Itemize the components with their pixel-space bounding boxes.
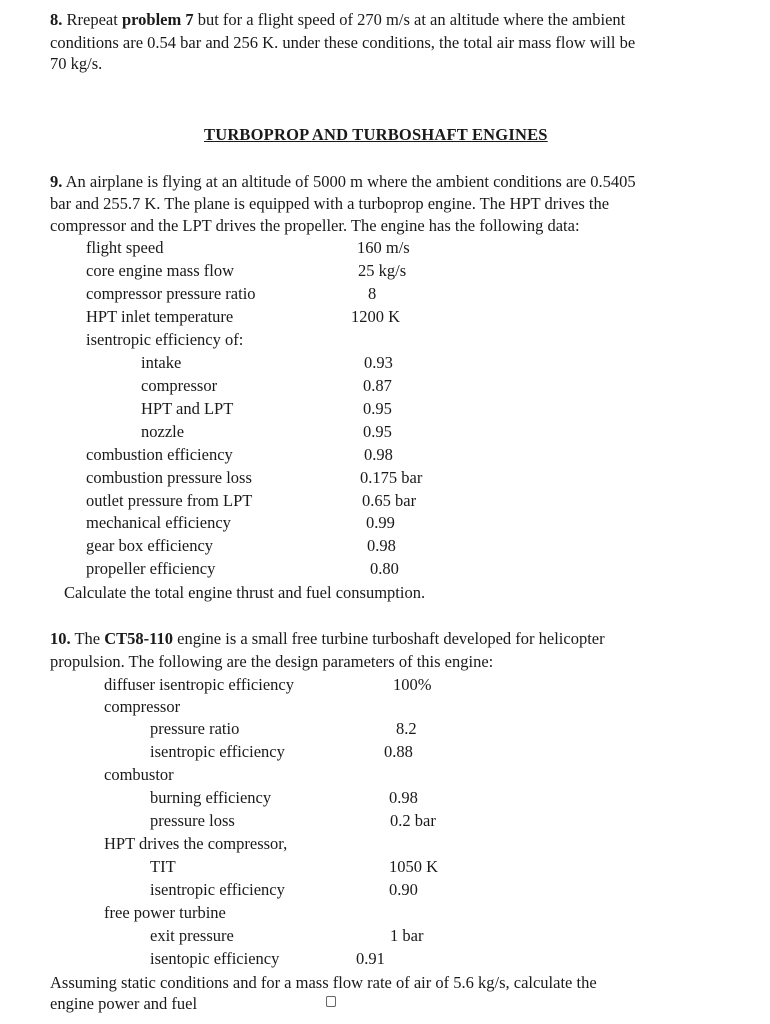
p10-row-label: combustor xyxy=(104,765,174,784)
p10-row-label: isentopic efficiency xyxy=(150,949,280,968)
p9-line-2: bar and 255.7 K. The plane is equipped with a turboprop engine. The HPT drives the xyxy=(50,194,610,213)
p9-row-label: nozzle xyxy=(141,422,185,441)
p9-row-value: 1200 K xyxy=(351,307,401,326)
p10-row-label: pressure ratio xyxy=(150,719,240,738)
p8-line-2: conditions are 0.54 bar and 256 K. under these conditions, the total air mass flow will be xyxy=(50,33,636,52)
p9-row-label: combustion efficiency xyxy=(86,445,233,464)
p9-row-value: 0.98 xyxy=(367,536,396,555)
p9-line-1 xyxy=(50,172,636,192)
p9-row-label: gear box efficiency xyxy=(86,536,214,555)
p9-row-label: combustion pressure loss xyxy=(86,468,252,487)
p10-row-label: isentropic efficiency xyxy=(150,742,285,761)
p9-row-label: isentropic efficiency of: xyxy=(86,330,244,349)
p10-row-label: compressor xyxy=(104,697,181,716)
p9-row-value: 0.98 xyxy=(364,445,393,464)
p9-row-label: intake xyxy=(141,353,182,372)
p9-number: 9. xyxy=(50,172,63,191)
p10-row-label: diffuser isentropic efficiency xyxy=(104,675,294,694)
p10-row-label: pressure loss xyxy=(150,811,235,830)
p9-row-value: 0.93 xyxy=(364,353,393,372)
p9-row-label: core engine mass flow xyxy=(86,261,234,280)
p9-row-value: 0.99 xyxy=(366,513,395,532)
p9-row-label: flight speed xyxy=(86,238,164,257)
p10-row-value: 1 bar xyxy=(390,926,424,945)
p10-closing-1: Assuming static conditions and for a mass flow rate of air of 5.6 kg/s, calculate the xyxy=(50,973,597,992)
p10-row-label: isentropic efficiency xyxy=(150,880,285,899)
p9-row-label: mechanical efficiency xyxy=(86,513,231,532)
p10-row-label: TIT xyxy=(150,857,176,876)
p10-row-value: 0.2 bar xyxy=(390,811,436,830)
p8-text-post: but for a flight speed of 270 m/s at an altitude where the ambient xyxy=(193,10,626,29)
p9-line-3: compressor and the LPT drives the propeller. The engine has the following data: xyxy=(50,216,580,235)
p10-row-value: 8.2 xyxy=(396,719,417,738)
p10-closing-2: engine power and fuel xyxy=(50,994,198,1013)
p9-row-label: HPT and LPT xyxy=(141,399,234,418)
p8-line-3: 70 kg/s. xyxy=(50,54,103,73)
p9-closing: Calculate the total engine thrust and fuel consumption. xyxy=(64,583,426,602)
missing-glyph-icon xyxy=(326,996,336,1007)
p10-row-value: 1050 K xyxy=(389,857,439,876)
p10-row-label: burning efficiency xyxy=(150,788,272,807)
p10-row-value: 0.90 xyxy=(389,880,418,899)
p9-row-label: compressor xyxy=(141,376,218,395)
p9-row-value: 0.65 bar xyxy=(362,491,417,510)
section-heading: TURBOPROP AND TURBOSHAFT ENGINES xyxy=(204,125,548,144)
p10-row-label: exit pressure xyxy=(150,926,234,945)
p8-number: 8. xyxy=(50,10,63,29)
p9-row-value: 0.95 xyxy=(363,399,392,418)
p9-row-label: HPT inlet temperature xyxy=(86,307,234,326)
p8-bold-ref: problem 7 xyxy=(121,10,194,29)
p8-text-pre: Rrepeat xyxy=(62,10,122,29)
p10-row-label: free power turbine xyxy=(104,903,226,922)
p10-line-2: propulsion. The following are the design parameters of this engine: xyxy=(50,652,494,671)
p10-row-value: 0.91 xyxy=(356,949,385,968)
p10-row-value: 0.88 xyxy=(384,742,413,761)
p10-number: 10. xyxy=(50,629,71,648)
p10-engine-name: CT58-110 xyxy=(104,629,173,648)
p10-text-pre: The xyxy=(70,629,105,648)
p10-line-1 xyxy=(50,629,605,649)
p8-line-1 xyxy=(50,10,625,30)
p9-row-value: 0.80 xyxy=(370,559,399,578)
p9-text-1: An airplane is flying at an altitude of 5000 m where the ambient conditions are 0.5405 xyxy=(62,172,636,191)
p9-row-label: propeller efficiency xyxy=(86,559,216,578)
p9-row-value: 0.87 xyxy=(363,376,392,395)
p9-row-value: 25 kg/s xyxy=(358,261,407,280)
p9-row-value: 160 m/s xyxy=(357,238,410,257)
p9-row-value: 8 xyxy=(368,284,377,303)
p10-row-value: 100% xyxy=(393,675,432,694)
p10-row-label: HPT drives the compressor, xyxy=(104,834,288,853)
p10-text-post: engine is a small free turbine turboshaft developed for helicopter xyxy=(173,629,605,648)
p9-row-label: compressor pressure ratio xyxy=(86,284,256,303)
p9-row-label: outlet pressure from LPT xyxy=(86,491,253,510)
p9-row-value: 0.95 xyxy=(363,422,392,441)
p10-row-value: 0.98 xyxy=(389,788,418,807)
p9-row-value: 0.175 bar xyxy=(360,468,423,487)
